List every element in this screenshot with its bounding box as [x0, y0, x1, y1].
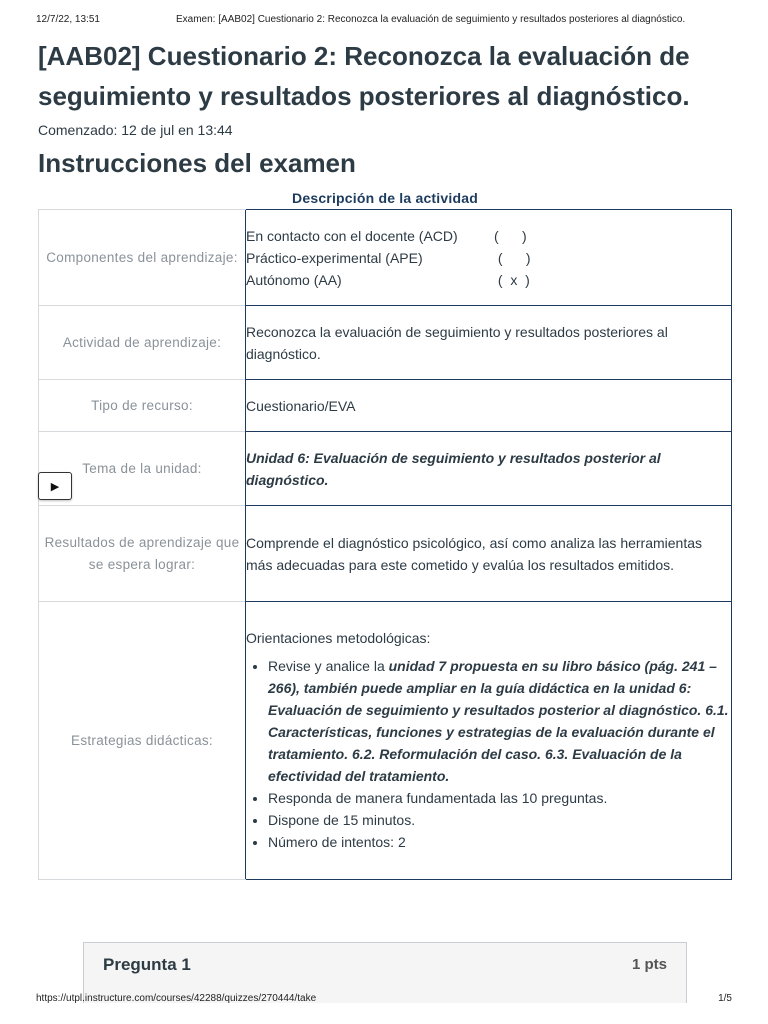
- list-item: [268, 655, 731, 787]
- print-page-number: 1/5: [718, 993, 732, 1004]
- component-acd-name: En contacto con el docente (ACD): [246, 227, 458, 244]
- components-value: [246, 210, 732, 306]
- table-row: [39, 506, 732, 602]
- list-item: • Responda de manera fundamentada las 10 preguntas.: [268, 787, 731, 809]
- quiz-title: [AAB02] Cuestionario 2: Reconozca la evaluación de seguimiento y resultados posteriores al diagnóstico.: [38, 41, 690, 111]
- activity-caption-text: Descripción de la actividad: [292, 190, 478, 206]
- print-footer: [36, 993, 732, 1004]
- component-ape-name: Práctico-experimental (APE): [246, 249, 423, 266]
- activity-table-caption: [38, 190, 732, 206]
- activity-description-table: [38, 209, 732, 880]
- activity-value: Reconozca la evaluación de seguimiento y resultados posteriores al diagnóstico.: [246, 306, 732, 380]
- play-button[interactable]: [38, 472, 72, 500]
- print-url: https://utpl.instructure.com/courses/42288/quizzes/270444/take: [36, 993, 317, 1004]
- question-title: Pregunta 1: [103, 955, 191, 974]
- unit-topic-label: Tema de la unidad:: [82, 460, 202, 476]
- strategies-value: [246, 602, 732, 880]
- strategy-bullet1-plain: Revise y analice la: [268, 657, 389, 674]
- learning-results-value: Comprende el diagnóstico psicológico, así como analiza las herramientas más adecuadas para este cometido y evalúa los resultados emitidos.: [246, 506, 732, 602]
- learning-results-label: Resultados de aprendizaje que se espera lograr:: [39, 506, 246, 602]
- table-row: [39, 602, 732, 880]
- table-row: [39, 432, 732, 506]
- component-acd: [246, 225, 731, 247]
- component-ape: [246, 247, 731, 269]
- component-ape-mark: ( ): [494, 249, 531, 266]
- quiz-content: [38, 36, 734, 880]
- table-row: [39, 210, 732, 306]
- strategies-label: Estrategias didácticas:: [39, 602, 246, 880]
- list-item: • Dispone de 15 minutos.: [268, 809, 731, 831]
- strategies-intro: Orientaciones metodológicas:: [246, 629, 431, 646]
- print-header: [36, 14, 732, 25]
- instructions-heading: Instrucciones del examen: [38, 148, 356, 178]
- list-item: • Número de intentos: 2: [268, 831, 731, 853]
- print-datetime: 12/7/22, 13:51: [36, 14, 100, 25]
- component-acd-mark: ( ): [494, 227, 527, 244]
- started-timestamp: Comenzado: 12 de jul en 13:44: [38, 122, 233, 138]
- resource-type-label: Tipo de recurso:: [39, 380, 246, 432]
- activity-label: Actividad de aprendizaje:: [39, 306, 246, 380]
- question-points: 1 pts: [631, 956, 667, 973]
- strategies-list: [246, 655, 731, 853]
- resource-type-value: Cuestionario/EVA: [246, 380, 732, 432]
- unit-topic-value: Unidad 6: Evaluación de seguimiento y resultados posterior al diagnóstico.: [246, 432, 732, 506]
- play-icon: ▶: [50, 480, 60, 493]
- table-row: [39, 380, 732, 432]
- strategy-bullet1-emphasis: unidad 7 propuesta en su libro básico (pág. 241 – 266), también puede ampliar en la guía didáctica en la unidad 6: Evaluación de seguimiento y resultados posterior al diagnóstico. 6.1. Características, funciones y estrategias de la evaluación durante el tratamiento. 6.2. Reformulación del caso. 6.3. Evaluación de la efectividad del tratamiento.: [268, 657, 729, 784]
- component-aa: [246, 269, 731, 291]
- table-row: [39, 306, 732, 380]
- components-label: Componentes del aprendizaje:: [39, 210, 246, 306]
- component-aa-mark: ( x ): [494, 271, 530, 288]
- print-document-title: Examen: [AAB02] Cuestionario 2: Reconozca la evaluación de seguimiento y resultados posteriores al diagnóstico.: [176, 14, 686, 25]
- component-aa-name: Autónomo (AA): [246, 271, 342, 288]
